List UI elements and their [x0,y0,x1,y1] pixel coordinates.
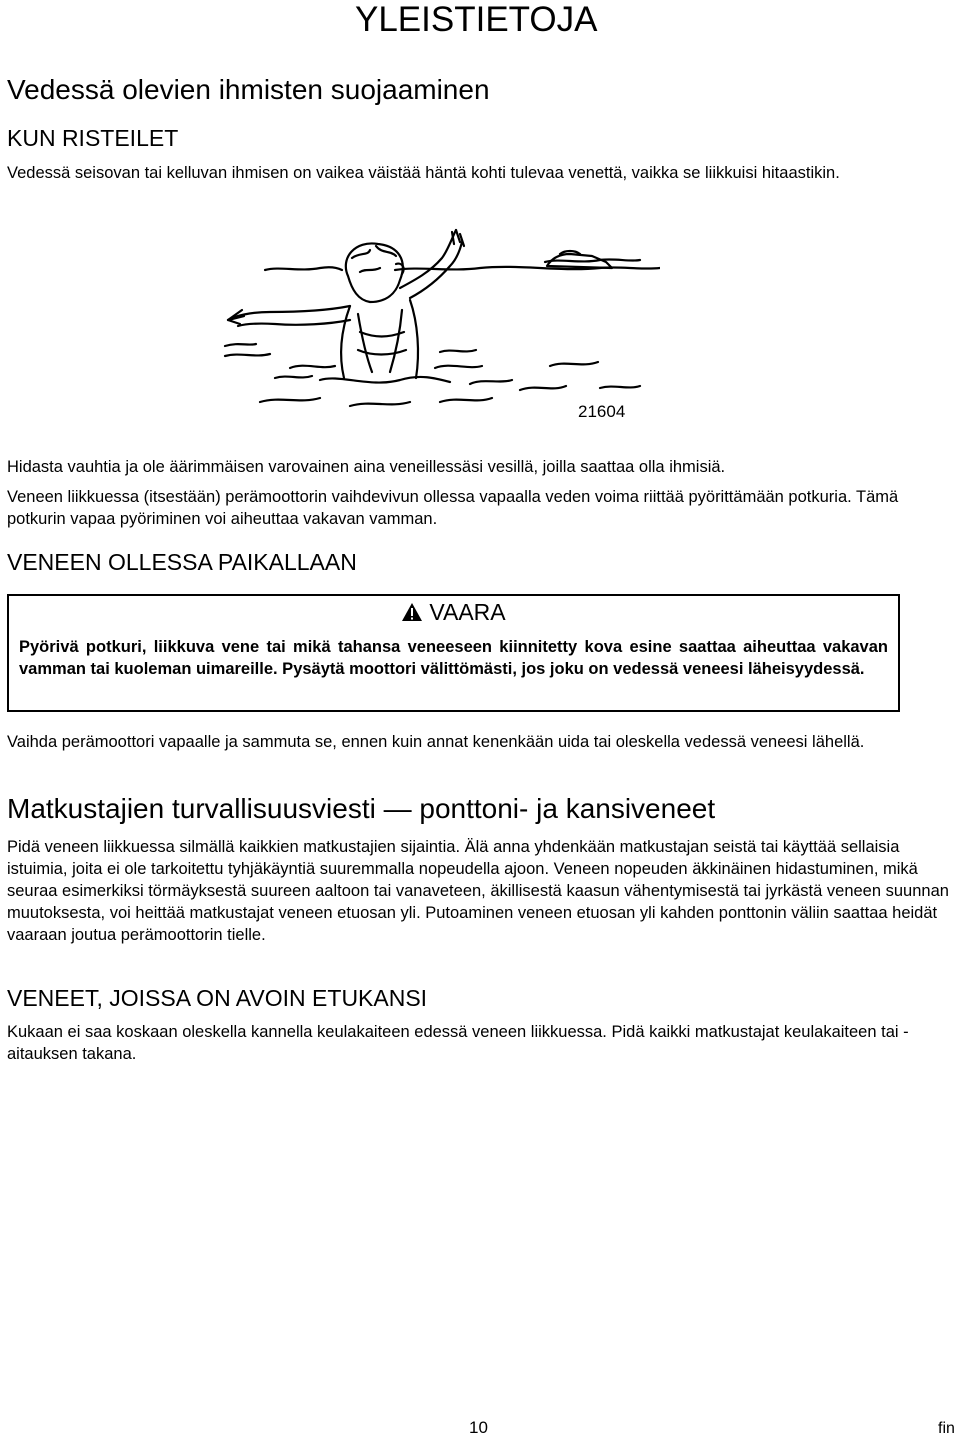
page-header-title: YLEISTIETOJA [355,0,598,39]
page-number: 10 [469,1418,488,1437]
danger-warning-box [7,594,900,712]
paragraph-passenger-safety: Pidä veneen liikkuessa silmällä kaikkien matkustajien sijaintia. Älä anna yhdenkään matkustajan seistä tai käyttää sellaisia istuimia, joita ei ole tarkoitettu tyhjäkäyntiä suuremmalla nopeudella ajoon. Veneen nopeuden äkkinäinen hidastuminen, mikä seuraa esimerkiksi törmäyksestä suureen aaltoon tai vanaveteen, äkillisestä kaasun vähentymisestä tai jyrkästä veneen suunnan muutoksesta, voi heittää matkustajat veneen etuosan yli. Putoaminen veneen etuosan yli kahden ponttonin väliin saattaa heidät vaaraan joutua perämoottorin tielle. [7,838,949,944]
section-title-protecting-people: Vedessä olevien ihmisten suojaaminen [7,74,490,105]
warning-label: VAARA [429,599,506,625]
paragraph-slow-down: Hidasta vauhtia ja ole äärimmäisen varovainen aina veneillessäsi vesillä, joilla saattaa olla ihmisiä. [7,458,726,476]
warning-triangle-icon [401,602,423,622]
figure-id: 21604 [578,402,626,421]
paragraph-propeller-rotation: Veneen liikkuessa (itsestään) perämoottorin vaihdevivun ollessa vapaalla veden voima riittää pyörittämään potkuria. Tämä potkurin vapaa pyöriminen voi aiheuttaa vakavan vamman. [7,488,899,528]
paragraph-cruising-intro: Vedessä seisovan tai kelluvan ihmisen on vaikea väistää häntä kohti tulevaa venettä, vaikka se liikkuisi hitaastikin. [7,164,840,182]
swimmer-illustration [220,228,660,428]
language-code: fin [938,1420,955,1437]
section-title-passenger-safety: Matkustajien turvallisuusviesti — ponttoni- ja kansiveneet [7,793,716,824]
paragraph-neutral-and-stop: Vaihda perämoottori vapaalle ja sammuta se, ennen kuin annat kenenkään uida tai oleskella vedessä veneesi lähellä. [7,733,865,751]
section-title-open-front-deck: VENEET, JOISSA ON AVOIN ETUKANSI [7,985,428,1011]
section-title-stationary-boat: VENEEN OLLESSA PAIKALLAAN [7,549,357,575]
paragraph-open-front-deck: Kukaan ei saa koskaan oleskella kannella keulakaiteen edessä veneen liikkuessa. Pidä kaikki matkustajat keulakaiteen tai -aitauksen takana. [7,1023,909,1063]
warning-text: Pyörivä potkuri, liikkuva vene tai mikä tahansa veneeseen kiinnitetty kova esine saattaa aiheuttaa vakavan vamman tai kuoleman uimareille. Pysäytä moottori välittömästi, jos joku on vedessä veneesi läheisyydessä. [19,638,888,678]
warning-header [9,598,898,626]
subsection-title-cruising: KUN RISTEILET [7,125,179,151]
